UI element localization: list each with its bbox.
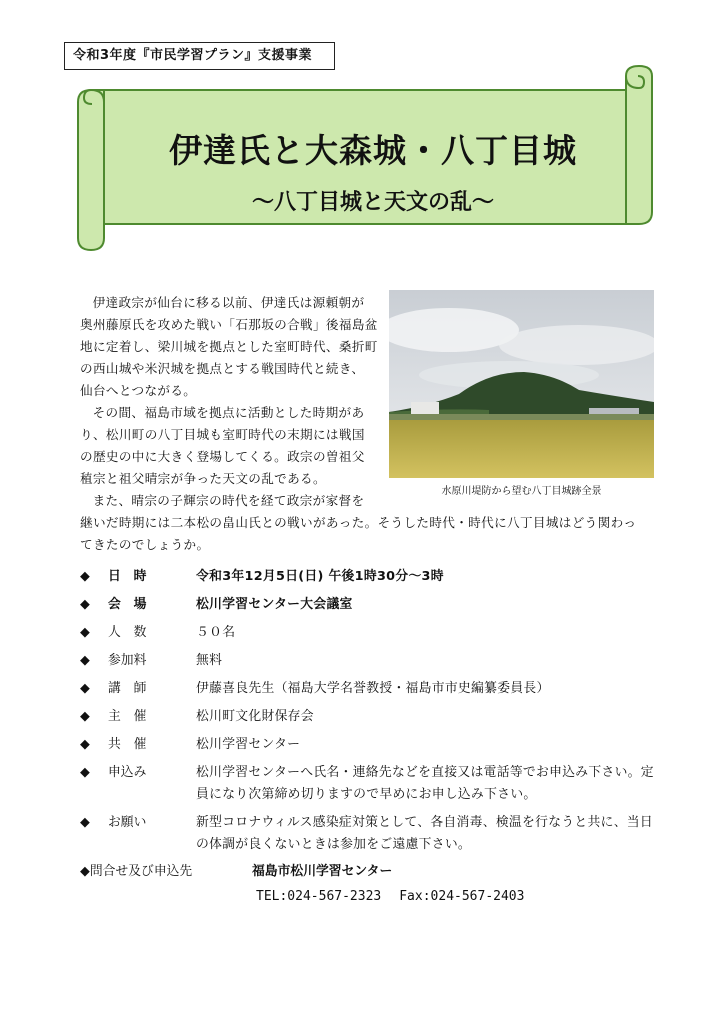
page-subtitle: ～八丁目城と天文の乱～ xyxy=(251,189,494,215)
detail-label: 日 時 xyxy=(108,569,147,584)
detail-label: 会 場 xyxy=(108,597,147,612)
contact-organization: 福島市松川学習センター xyxy=(252,864,393,879)
detail-value: 令和3年12月5日(日) 午後1時30分～3時 xyxy=(196,569,444,584)
detail-label: 共 催 xyxy=(108,737,147,752)
detail-label: 人 数 xyxy=(108,625,147,640)
detail-label: 講 師 xyxy=(108,681,147,696)
detail-value: ５０名 xyxy=(196,625,236,640)
contact-phone-fax xyxy=(256,889,524,904)
contact-title: ◆問合せ及び申込先 xyxy=(80,864,193,879)
detail-value: 松川学習センター xyxy=(196,737,301,752)
diamond-bullet-icon: ◆ xyxy=(80,653,90,668)
page-title: 伊達氏と大森城・八丁目城 xyxy=(169,131,577,170)
contact-tel: TEL:024-567-2323 xyxy=(256,889,382,904)
detail-value: 松川学習センター大会議室 xyxy=(196,597,353,612)
contact-fax: Fax:024-567-2403 xyxy=(399,889,525,904)
intro-paragraph-1: 伊達政宗が仙台に移る以前、伊達氏は源頼朝が 奥州藤原氏を攻めた戦い「石那坂の合戦」後福島盆 地に定着し、梁川城を拠点とした室町時代、桑折町 の西山城や米沢城を拠点とする戦国時代と続き、 仙台へとつながる。 xyxy=(80,295,378,398)
detail-row xyxy=(80,762,665,806)
detail-row xyxy=(80,734,665,756)
support-label: 令和3年度『市民学習プラン』支援事業 xyxy=(64,42,335,70)
diamond-bullet-icon: ◆ xyxy=(80,597,90,612)
detail-row xyxy=(80,594,665,616)
detail-row xyxy=(80,812,665,856)
detail-value: 松川学習センターへ氏名・連絡先などを直接又は電話等でお申込み下さい。定員になり次第締め切りますので早めにお申し込み下さい。 xyxy=(196,765,654,802)
diamond-bullet-icon: ◆ xyxy=(80,737,90,752)
detail-label: お願い xyxy=(108,815,147,830)
diamond-bullet-icon: ◆ xyxy=(80,815,90,830)
detail-value: 伊藤喜良先生（福島大学名誉教授・福島市市史編纂委員長） xyxy=(196,681,550,696)
detail-label: 申込み xyxy=(108,765,147,780)
intro-paragraph-3: また、晴宗の子輝宗の時代を経て政宗が家督を 継いだ時期には二本松の畠山氏との戦いがあった。そうした時代・時代に八丁目城はどう関わっ てきたのでしょうか。 xyxy=(80,493,637,552)
detail-value: 無料 xyxy=(196,653,223,668)
detail-row xyxy=(80,678,665,700)
detail-label: 主 催 xyxy=(108,709,147,724)
detail-value: 松川町文化財保存会 xyxy=(196,709,314,724)
detail-row xyxy=(80,622,665,644)
intro-paragraph-2: その間、福島市域を拠点に活動とした時期があ り、松川町の八丁目城も室町時代の末期には戦国 の歴史の中に大きく登場してくる。政宗の曽祖父 稙宗と祖父晴宗が争った天文の乱である。 xyxy=(80,405,365,486)
diamond-bullet-icon: ◆ xyxy=(80,681,90,696)
detail-row xyxy=(80,650,665,672)
detail-row xyxy=(80,566,665,588)
detail-label: 参加料 xyxy=(108,653,147,668)
castle-site-photo xyxy=(389,290,654,478)
detail-value: 新型コロナウィルス感染症対策として、各自消毒、検温を行なうと共に、当日の体調が良くないときは参加をご遠慮下さい。 xyxy=(196,815,653,852)
diamond-bullet-icon: ◆ xyxy=(80,569,90,584)
diamond-bullet-icon: ◆ xyxy=(80,765,90,780)
landscape-illustration xyxy=(389,290,654,478)
photo-caption: 水原川堤防から望む八丁目城跡全景 xyxy=(441,486,602,497)
event-details xyxy=(80,566,665,856)
detail-row xyxy=(80,706,665,728)
diamond-bullet-icon: ◆ xyxy=(80,625,90,640)
diamond-bullet-icon: ◆ xyxy=(80,709,90,724)
